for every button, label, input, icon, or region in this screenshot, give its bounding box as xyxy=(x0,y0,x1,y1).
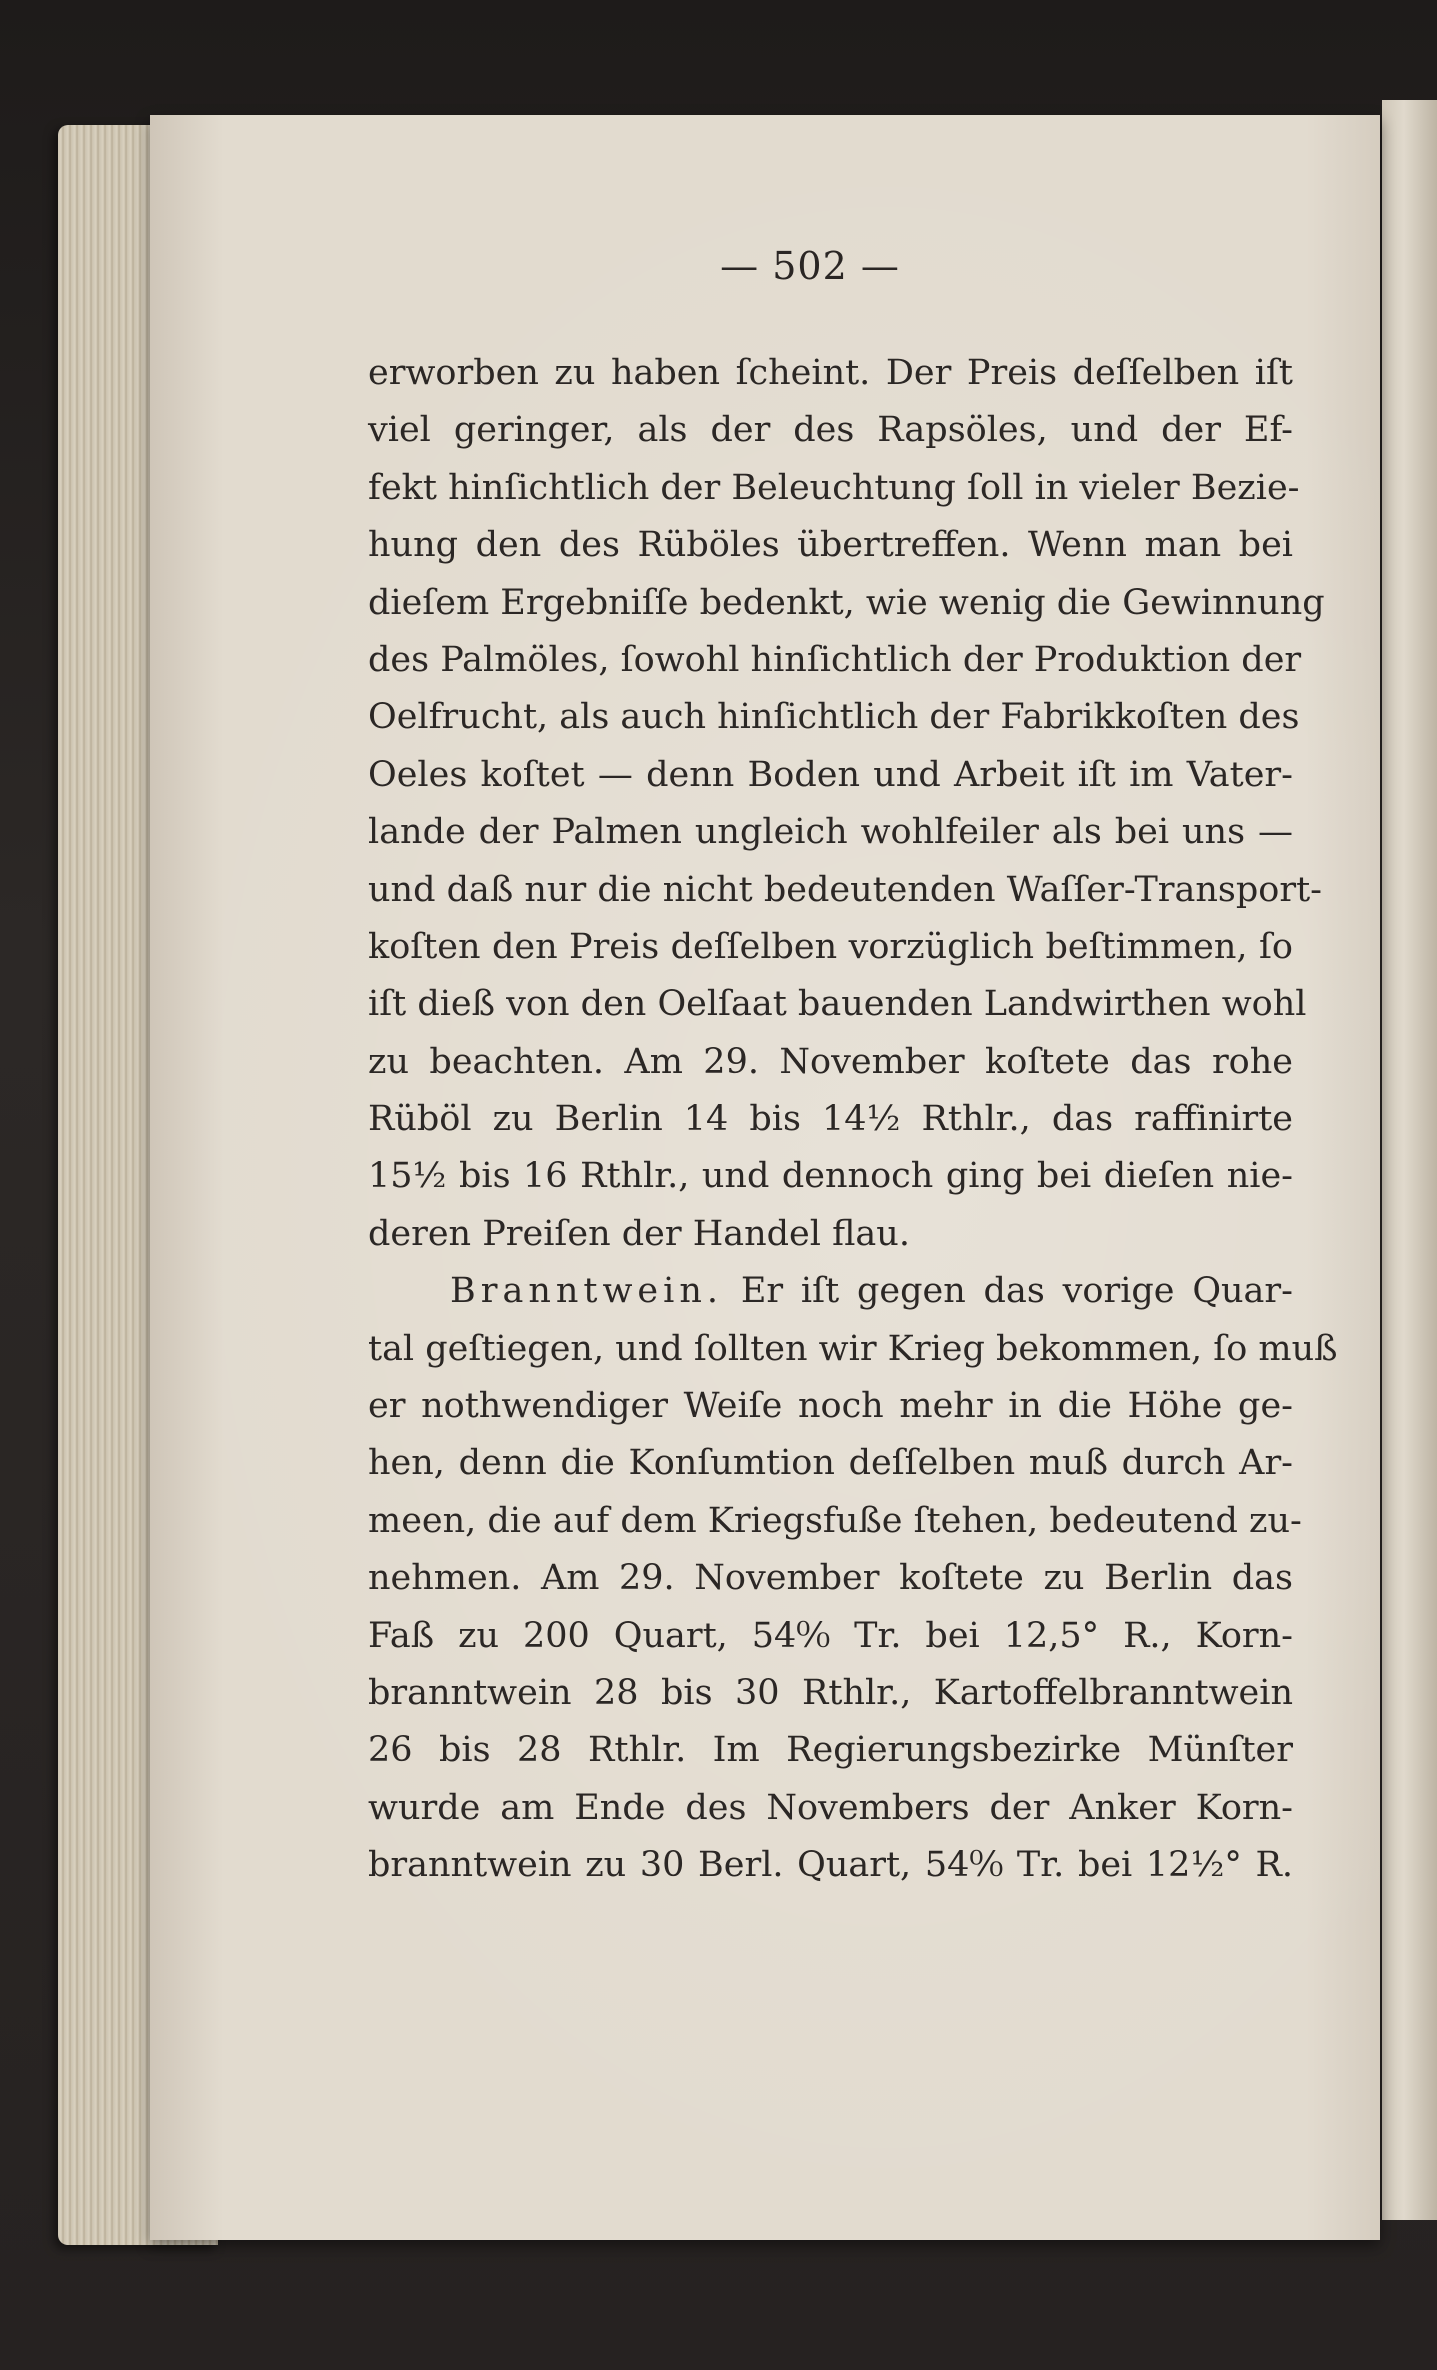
text-line: viel geringer, als der des Rapsöles, und der Ef- xyxy=(368,410,1293,451)
text-line: branntwein 28 bis 30 Rthlr., Kartoffelbranntwein xyxy=(368,1672,1293,1713)
paragraph-branntwein xyxy=(368,1263,1338,1894)
text-line: iſt dieß von den Oelſaat bauenden Landwirthen wohl xyxy=(368,984,1307,1025)
text-line: 15½ bis 16 Rthlr., und dennoch ging bei dieſen nie- xyxy=(368,1156,1293,1197)
paragraph-oil xyxy=(368,345,1325,1263)
page-number: — 502 — xyxy=(720,244,900,288)
text-line: branntwein zu 30 Berl. Quart, 54⁰⁄₀ Tr. bei 12½° R. xyxy=(368,1845,1293,1886)
text-line: meen, die auf dem Kriegsfuße ſtehen, bedeutend zu- xyxy=(368,1500,1302,1541)
text-line: er nothwendiger Weiſe noch mehr in die Höhe ge- xyxy=(368,1386,1293,1427)
text-line: nehmen. Am 29. November koſtete zu Berlin das xyxy=(368,1558,1293,1599)
section-heading: Branntwein. xyxy=(450,1271,723,1312)
text-line: tal geſtiegen, und ſollten wir Krieg bekommen, ſo muß xyxy=(368,1328,1338,1369)
text-line: dieſem Ergebniſſe bedenkt, wie wenig die Gewinnung xyxy=(368,582,1325,623)
text-line: Oelfrucht, als auch hinſichtlich der Fabrikkoſten des xyxy=(368,697,1300,738)
text-line xyxy=(368,1263,1293,1320)
text-line: deren Preiſen der Handel flau. xyxy=(368,1213,910,1254)
text-line: hung den des Rüböles übertreffen. Wenn man bei xyxy=(368,525,1293,566)
body-text xyxy=(368,345,1338,1895)
text-line: Rüböl zu Berlin 14 bis 14½ Rthlr., das raffinirte xyxy=(368,1099,1293,1140)
text-line: des Palmöles, ſowohl hinſichtlich der Produktion der xyxy=(368,639,1302,680)
text-line: wurde am Ende des Novembers der Anker Korn- xyxy=(368,1787,1293,1828)
text-line: hen, denn die Konſumtion deſſelben muß durch Ar- xyxy=(368,1443,1293,1484)
text-line: 26 bis 28 Rthlr. Im Regierungsbezirke Münſter xyxy=(368,1730,1293,1771)
text-line: und daß nur die nicht bedeutenden Waſſer-Transport- xyxy=(368,869,1322,910)
text-line: erworben zu haben ſcheint. Der Preis deſſelben iſt xyxy=(368,353,1293,393)
text-line: lande der Palmen ungleich wohlfeiler als bei uns — xyxy=(368,812,1293,853)
text-line: koſten den Preis deſſelben vorzüglich beſtimmen, ſo xyxy=(368,926,1293,967)
text-line: Faß zu 200 Quart, 54⁰⁄₀ Tr. bei 12,5° R., Korn- xyxy=(368,1615,1293,1656)
text-line: zu beachten. Am 29. November koſtete das rohe xyxy=(368,1041,1293,1082)
text-line-rest: Er iſt gegen das vorige Quar- xyxy=(740,1271,1293,1312)
next-page-edge xyxy=(1382,100,1437,2220)
text-line: fekt hinſichtlich der Beleuchtung ſoll in vieler Bezie- xyxy=(368,467,1300,508)
text-line: Oeles koſtet — denn Boden und Arbeit iſt im Vater- xyxy=(368,754,1293,795)
